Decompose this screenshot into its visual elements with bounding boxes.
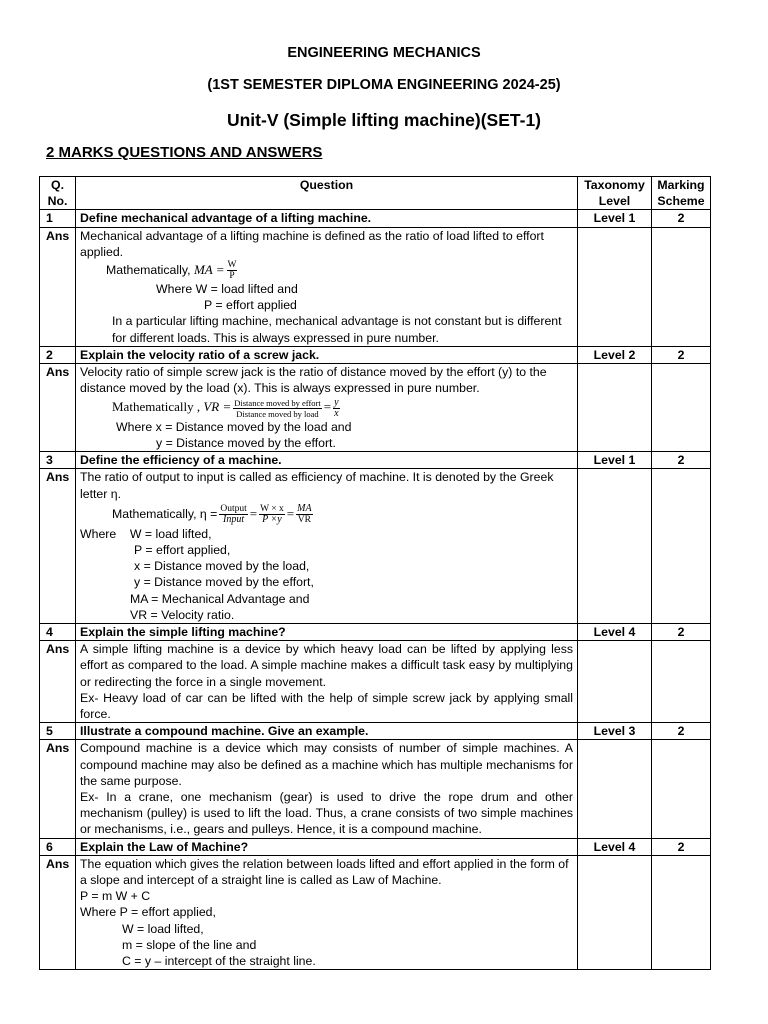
answer-text: Mechanical advantage of a lifting machine is defined as the ratio of load lifted to effort applied. Mathematically, MA = $\frac{W}{P}$ Where W = load lifted and P = effort applied In a particular lifting machine, mechanical advantage is not constant but is different for different loads. This is always expressed in pure number. (76, 227, 578, 346)
taxonomy-level: Level 1 (578, 210, 652, 227)
answer-label: Ans (40, 227, 76, 346)
taxonomy-level: Level 1 (578, 452, 652, 469)
table-row (40, 227, 711, 346)
question-text: Define the efficiency of a machine. (76, 452, 578, 469)
answer-text: The equation which gives the relation between loads lifted and effort applied in the form of a slope and intercept of a straight line is called as Law of Machine. P = m W + C Where P = effort applied, W = load lifted, m = slope of the line and C = y – intercept of the straight line. (76, 855, 578, 969)
question-number: 6 (40, 838, 76, 855)
header-taxonomy: Taxonomy Level (578, 177, 652, 210)
document-subtitle: (1ST SEMESTER DIPLOMA ENGINEERING 2024-25) (207, 77, 561, 93)
answer-label: Ans (40, 740, 76, 838)
table-row (40, 364, 711, 452)
answer-label: Ans (40, 364, 76, 452)
question-number: 5 (40, 723, 76, 740)
table-row (40, 855, 711, 969)
table-row (40, 346, 711, 363)
taxonomy-level: Level 4 (578, 623, 652, 640)
formula: Mathematically, MA = $\frac{W}{P}$ (106, 260, 237, 282)
question-text: Explain the velocity ratio of a screw jack. (76, 346, 578, 363)
table-row (40, 623, 711, 640)
table-row (40, 740, 711, 838)
table-row (40, 641, 711, 723)
question-text: Define mechanical advantage of a lifting machine. (76, 210, 578, 227)
question-number: 3 (40, 452, 76, 469)
qa-table (39, 176, 711, 970)
answer-text: The ratio of output to input is called as efficiency of machine. It is denoted by the Greek letter η. Mathematically, η = $\frac{\text{Output}}{\text{Input}}$ = $\frac{W \times x}{P \times y}$ = $\frac{MA}{VR}$ Where W = load lifted, P = effort applied, x = Distance moved by the load, y = Distance moved by the effort, MA = Mechanical Advantage and VR = Velocity ratio. (76, 469, 578, 624)
marks: 2 (652, 623, 711, 640)
question-number: 2 (40, 346, 76, 363)
answer-label: Ans (40, 641, 76, 723)
answer-text: Compound machine is a device which may consists of number of simple machines. A compound machine may also be defined as a machine which has multiple mechanisms for the same purpose. Ex- In a crane, one mechanism (gear) is used to drive the rope drum and other mechanism (pulley) is used to lift the load. Thus, a crane consists of two simple machines or mechanisms, i.e., gears and pulleys. Hence, it is a compound machine. (76, 740, 578, 838)
answer-text: A simple lifting machine is a device by which heavy load can be lifted by applying less effort as compared to the load. A simple machine makes a difficult task easy by multiplying or redirecting the force in a single movement. Ex- Heavy load of car can be lifted with the help of simple screw jack by applying small force. (76, 641, 578, 723)
taxonomy-level: Level 2 (578, 346, 652, 363)
table-row (40, 723, 711, 740)
header-marking: Marking Scheme (652, 177, 711, 210)
answer-label: Ans (40, 469, 76, 624)
table-row (40, 469, 711, 624)
taxonomy-level: Level 3 (578, 723, 652, 740)
marks: 2 (652, 210, 711, 227)
question-number: 1 (40, 210, 76, 227)
table-row (40, 838, 711, 855)
answer-text: Velocity ratio of simple screw jack is the ratio of distance moved by the effort (y) to the distance moved by the load (x). This is always expressed in pure number. Mathematically , VR = $\frac{\text{Distance moved by effort}}{\text{Distance moved by load}}$ = $\frac{y}{x}$ Where x = Distance moved by the load and y = Distance moved by the effort. (76, 364, 578, 452)
table-row (40, 452, 711, 469)
table-header-row (40, 177, 711, 210)
table-row (40, 210, 711, 227)
taxonomy-level: Level 4 (578, 838, 652, 855)
formula: Mathematically , VR = $\frac{\text{Distance moved by effort}}{\text{Distance moved by load}}$ = $\frac{y}{x}$ (112, 396, 339, 419)
header-qno: Q. No. (40, 177, 76, 210)
marks: 2 (652, 723, 711, 740)
marks: 2 (652, 838, 711, 855)
unit-heading: Unit-V (Simple lifting machine)(SET-1) (226, 110, 542, 130)
document-title: ENGINEERING MECHANICS (287, 45, 481, 61)
question-number: 4 (40, 623, 76, 640)
header-question: Question (76, 177, 578, 210)
question-text: Illustrate a compound machine. Give an example. (76, 723, 578, 740)
marks: 2 (652, 452, 711, 469)
question-text: Explain the Law of Machine? (76, 838, 578, 855)
answer-label: Ans (40, 855, 76, 969)
question-text: Explain the simple lifting machine? (76, 623, 578, 640)
section-heading: 2 MARKS QUESTIONS AND ANSWERS (46, 144, 323, 161)
marks: 2 (652, 346, 711, 363)
formula: Mathematically, η = $\frac{\text{Output}}{\text{Input}}$ = $\frac{W \times x}{P \times y}$ = $\frac{MA}{VR}$ (112, 502, 312, 525)
